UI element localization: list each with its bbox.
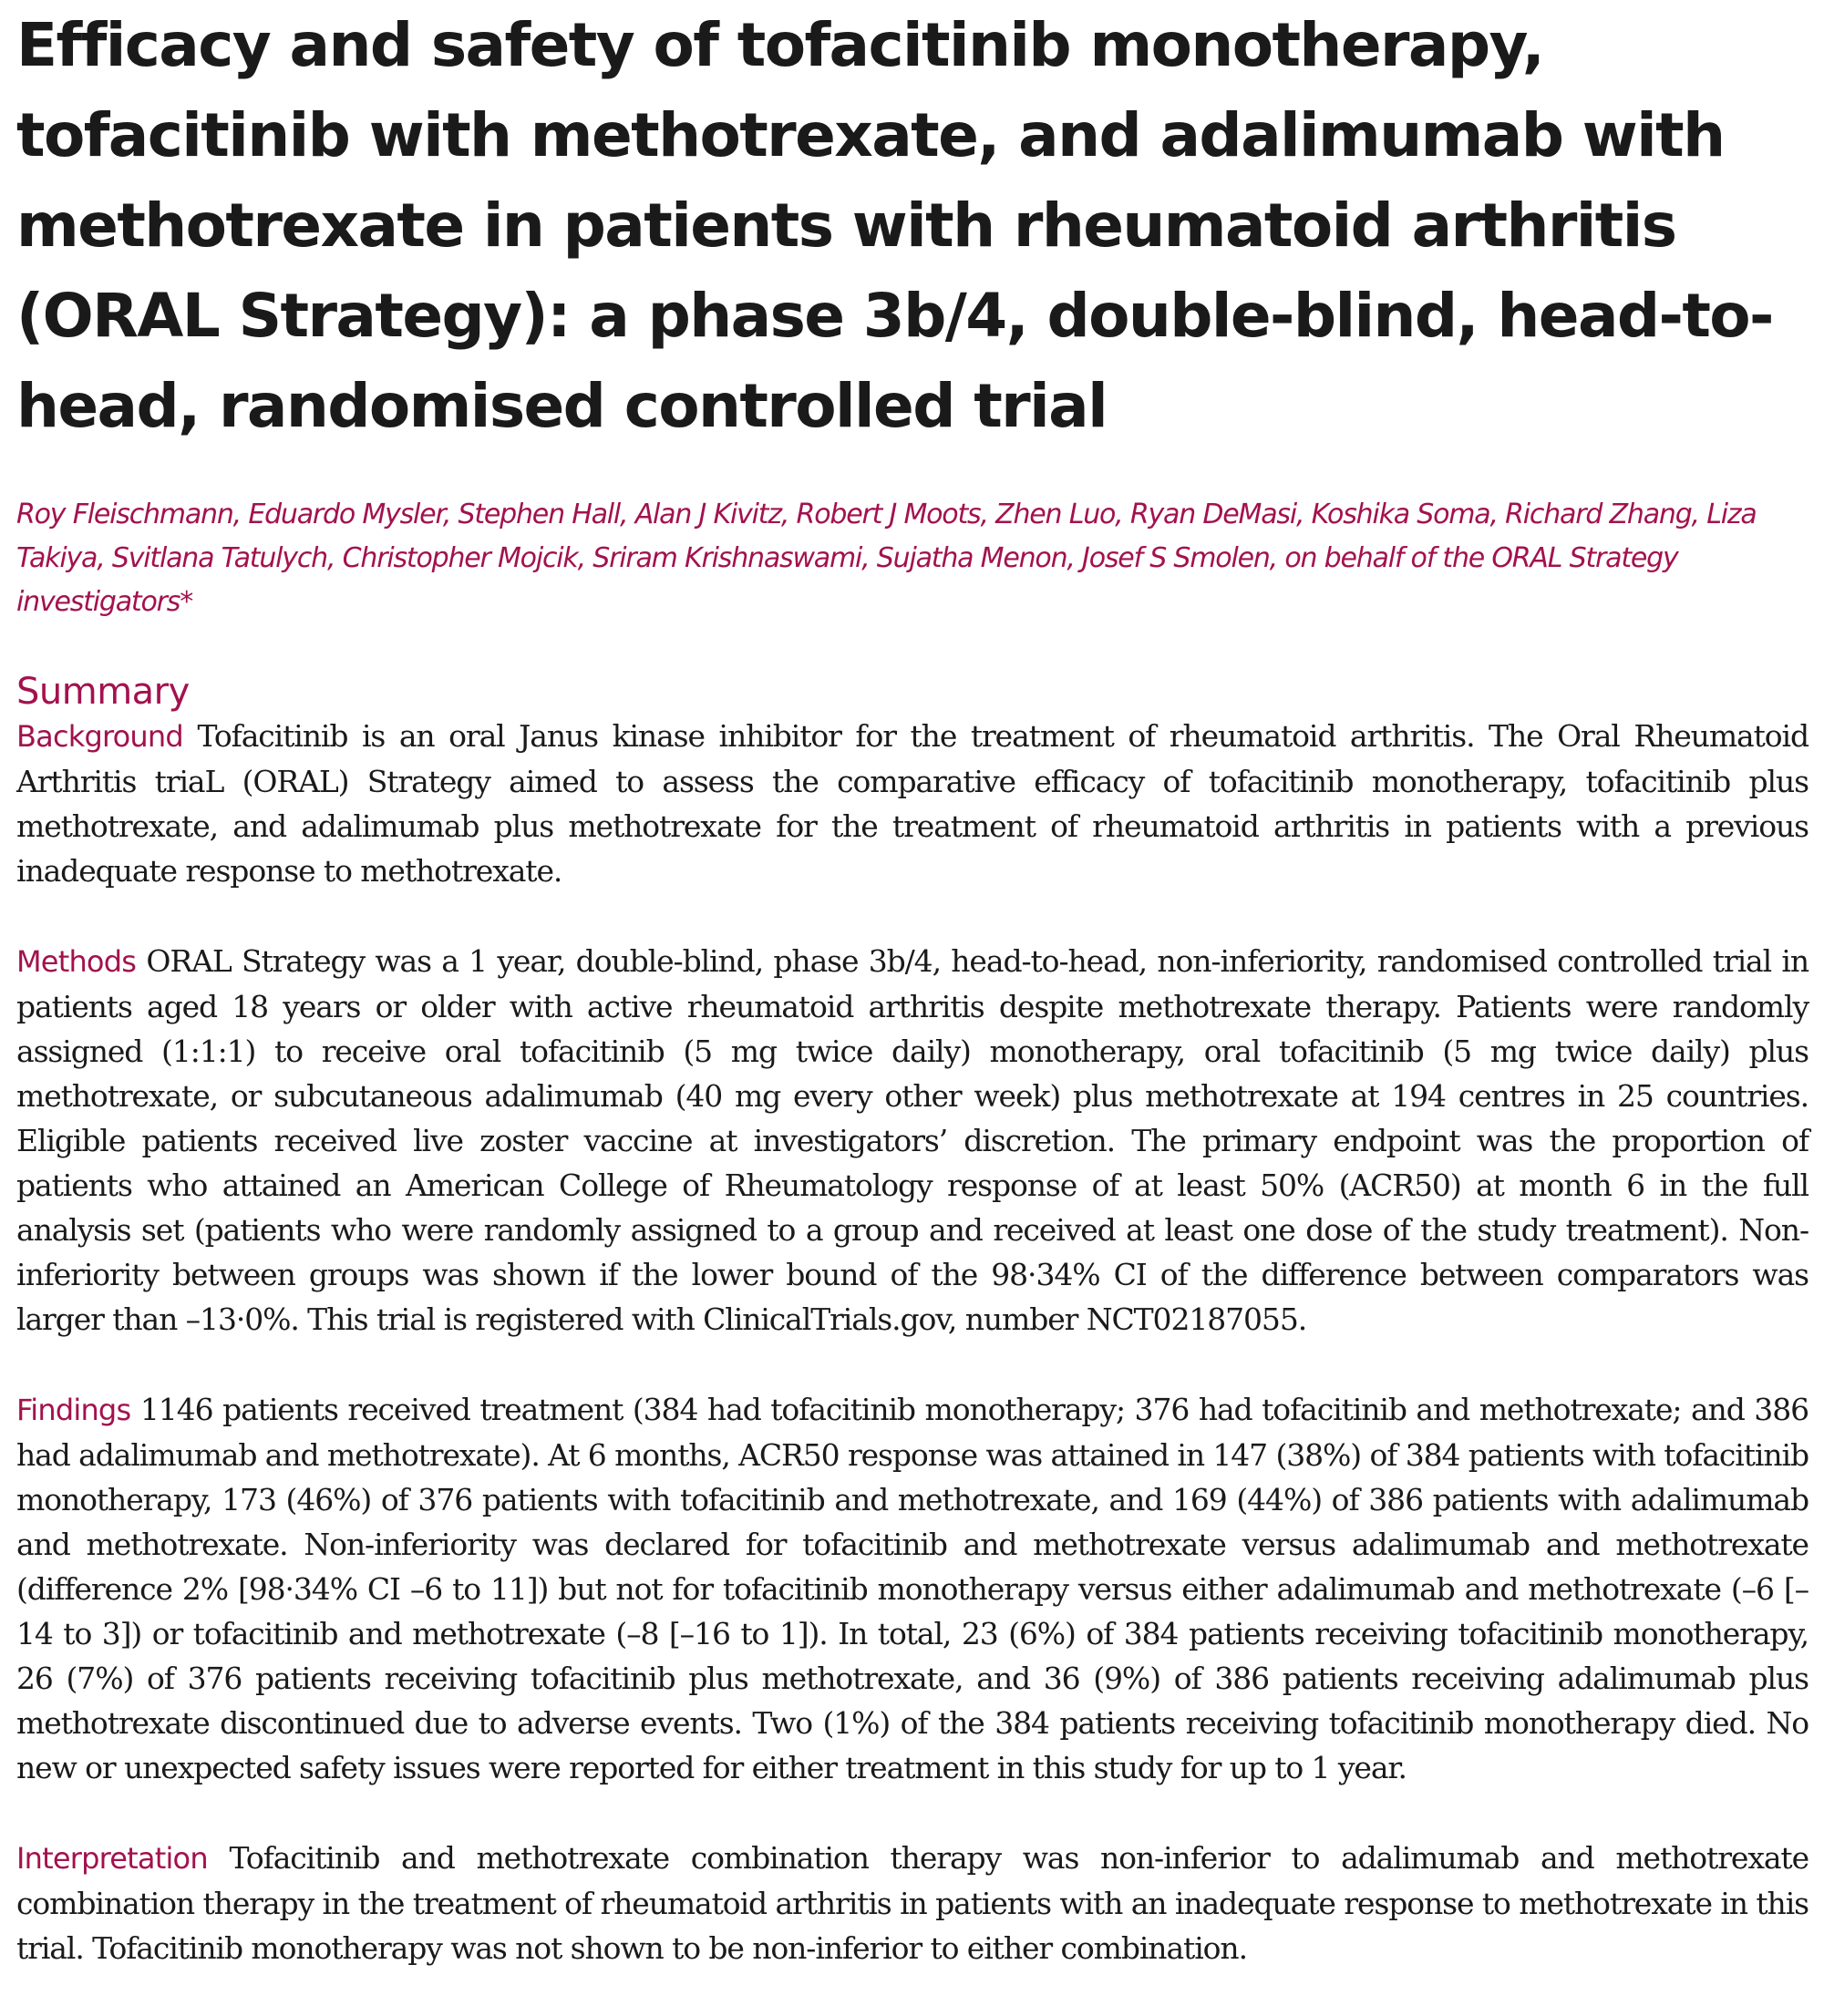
methods-text: ORAL Strategy was a 1 year, double-blind, phase 3b/4, head-to-head, non-inferiority, randomised controlled trial in patients aged 18 years or older with active rheumatoid arthritis despite methotrexate therapy. Patients were randomly assigned (1:1:1) to receive oral tofacitinib (5 mg twice daily) monotherapy, oral tofacitinib (5 mg twice daily) plus methotrexate, or subcutaneous adalimumab (40 mg every other week) plus methotrexate at 194 centres in 25 countries. Eligible patients received live zoster vaccine at investigators’ discretion. The primary endpoint was the proportion of patients who attained an American College of Rheumatology response of at least 50% (ACR50) at month 6 in the full analysis set (patients who were randomly assigned to a group and received at least one dose of the study treatment). Non-inferiority between groups was shown if the lower bound of the 98·34% CI of the difference between comparators was larger than –13·0%. This trial is registered with ClinicalTrials.gov, number NCT02187055. — [16, 943, 1809, 1337]
article-page — [16, 0, 1809, 2016]
interpretation-section — [16, 1836, 1809, 1970]
interpretation-text: Tofacitinib and methotrexate combination therapy was non-inferior to adalimumab and methotrexate combination therapy in the treatment of rheumatoid arthritis in patients with an inadequate response to methotrexate in this trial. Tofacitinib monotherapy was not shown to be non-inferior to either combination. — [16, 1840, 1809, 1966]
findings-text: 1146 patients received treatment (384 had tofacitinib monotherapy; 376 had tofacitinib and methotrexate; and 386 had adalimumab and methotrexate). At 6 months, ACR50 response was attained in 147 (38%) of 384 patients with tofacitinib monotherapy, 173 (46%) of 376 patients with tofacitinib and methotrexate, and 169 (44%) of 386 patients with adalimumab and methotrexate. Non-inferiority was declared for tofacitinib and methotrexate versus adalimumab and methotrexate (difference 2% [98·34% CI –6 to 11]) but not for tofacitinib monotherapy versus either adalimumab and methotrexate (–6 [–14 to 3]) or tofacitinib and methotrexate (–8 [–16 to 1]). In total, 23 (6%) of 384 patients receiving tofacitinib monotherapy, 26 (7%) of 376 patients receiving tofacitinib plus methotrexate, and 36 (9%) of 386 patients receiving adalimumab plus methotrexate discontinued due to adverse events. Two (1%) of the 384 patients receiving tofacitinib monotherapy died. No new or unexpected safety issues were reported for either treatment in this study for up to 1 year. — [16, 1392, 1809, 1785]
summary-heading: Summary — [16, 671, 190, 713]
findings-section — [16, 1387, 1809, 1790]
methods-section — [16, 939, 1809, 1342]
background-label: Background — [16, 719, 183, 754]
interpretation-label: Interpretation — [16, 1841, 208, 1876]
background-text: Tofacitinib is an oral Janus kinase inhibitor for the treatment of rheumatoid arthritis. The Oral Rheumatoid Arthritis triaL (ORAL) Strategy aimed to assess the comparative efficacy of tofacitinib monotherapy, tofacitinib plus methotrexate, and adalimumab plus methotrexate for the treatment of rheumatoid arthritis in patients with a previous inadequate response to methotrexate. — [16, 718, 1809, 889]
author-list: Roy Fleischmann, Eduardo Mysler, Stephen Hall, Alan J Kivitz, Robert J Moots, Zhen Luo, Ryan DeMasi, Koshika Soma, Richard Zhang, Liza Takiya, Svitlana Tatulych, Christopher Mojcik, Sriram Krishnaswami, Sujatha Menon, Josef S Smolen, on behalf of the ORAL Strategy investigators* — [16, 499, 1757, 618]
findings-label: Findings — [16, 1393, 131, 1427]
article-title: Efficacy and safety of tofacitinib monotherapy, tofacitinib with methotrexate, and adalimumab with methotrexate in patients with rheumatoid arthritis (ORAL Strategy): a phase 3b/4, double-blind, head-to-head, randomised controlled trial — [16, 10, 1773, 441]
background-section — [16, 714, 1809, 893]
methods-label: Methods — [16, 944, 137, 979]
